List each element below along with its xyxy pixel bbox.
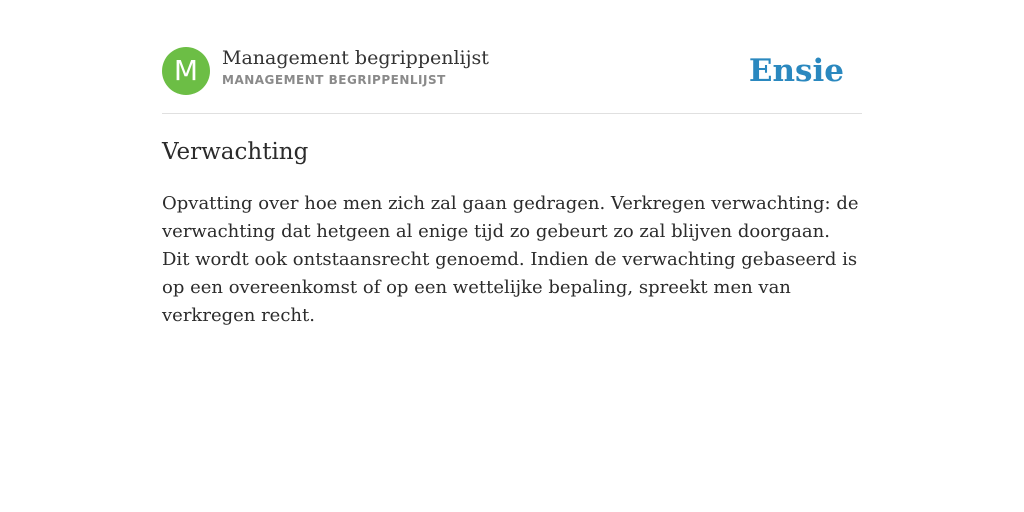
list-subtitle: MANAGEMENT BEGRIPPENLIJST (222, 73, 446, 87)
ensie-logo[interactable]: Ensie (748, 53, 844, 89)
header (162, 46, 862, 96)
term-heading: Verwachting (162, 139, 309, 165)
header-titles (222, 46, 489, 88)
definition-text: Opvatting over hoe men zich zal gaan gedragen. Verkregen verwachting: de verwachting dat hetgeen al enige tijd zo gebeurt zo zal blijven doorgaan. Dit wordt ook ontstaansrecht genoemd. Indien de verwachting gebaseerd is op een overeenkomst of op een wettelijke bepaling, spreekt men van verkregen recht. (162, 193, 859, 326)
divider (162, 113, 862, 114)
avatar[interactable]: M (162, 47, 210, 95)
list-title[interactable]: Management begrippenlijst (222, 47, 489, 69)
